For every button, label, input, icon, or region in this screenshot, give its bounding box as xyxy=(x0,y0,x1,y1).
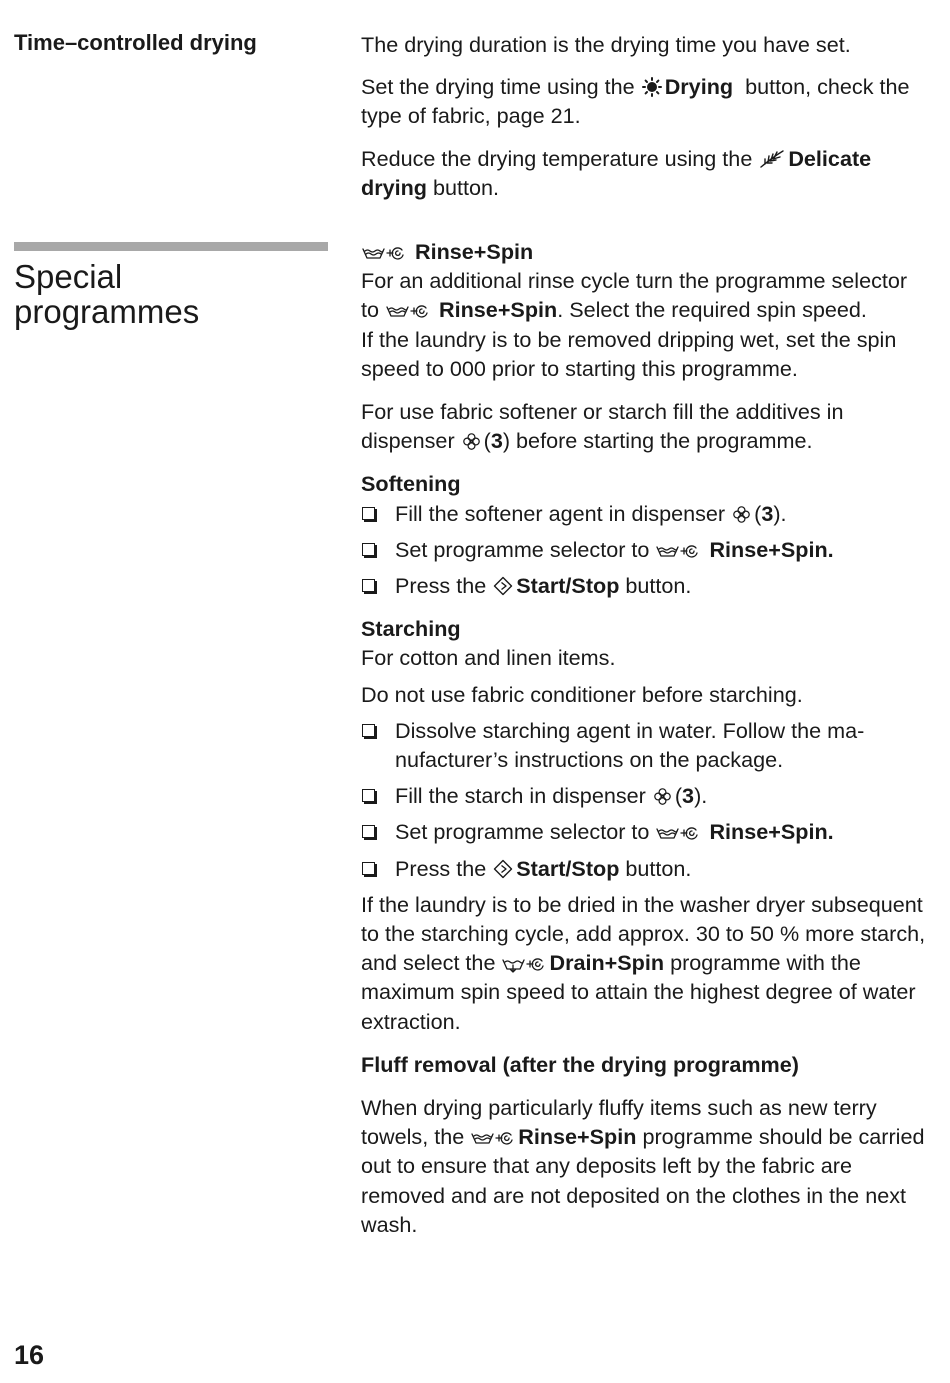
rinse-p1-text: For an additional rinse cycle turn the programme selector to xyxy=(361,268,908,323)
drain-spin-label: Drain+Spin xyxy=(549,950,665,976)
page-number: 16 xyxy=(14,1340,45,1370)
section-title-line2: programmes xyxy=(14,293,200,330)
drying-button-label: Drying xyxy=(664,74,734,100)
rinse-spin-icon xyxy=(362,242,406,262)
rinse-spin-label: Rinse+Spin. xyxy=(709,819,834,845)
flower-dispenser-icon xyxy=(732,505,751,524)
rinse-spin-icon xyxy=(656,540,700,560)
starching-p3-text: If the laundry is to be dried in the washer dryer subsequent to the starching cycle, add approx. 30 to 50 % more starch, and select the xyxy=(361,891,926,976)
start-stop-label: Start/Stop xyxy=(516,573,620,599)
starching-step-2-text: Fill the starch in dispenser xyxy=(395,783,646,809)
rinse-spin-icon xyxy=(386,300,430,320)
starching-paragraph-3 xyxy=(361,890,926,1036)
time-controlled-drying-text xyxy=(361,30,926,202)
dispenser-number: 3 xyxy=(490,428,503,454)
checkbox-icon xyxy=(362,724,375,737)
flower-dispenser-icon xyxy=(462,432,481,451)
start-stop-icon xyxy=(493,859,513,879)
starching-heading: Starching xyxy=(361,616,461,642)
rinse-paragraph-1 xyxy=(361,266,926,324)
intro-p2-tail: button, check the type of fabric, page 21. xyxy=(361,74,910,129)
paren-open: ( xyxy=(754,500,762,526)
checkbox-icon xyxy=(362,862,375,875)
fluff-paragraph xyxy=(361,1093,926,1239)
paren-close: ). xyxy=(773,500,787,526)
section-title xyxy=(14,259,324,329)
softening-step-1 xyxy=(361,499,926,528)
starching-step-3 xyxy=(361,817,926,846)
rinse-spin-label: Rinse+Spin xyxy=(439,297,558,323)
softening-step-2 xyxy=(361,535,926,564)
starching-step-4-text: Press the xyxy=(395,855,487,881)
intro-p3-tail: button. xyxy=(432,174,500,200)
rinse-spin-label: Rinse+Spin xyxy=(518,1124,637,1150)
start-stop-label: Start/Stop xyxy=(516,855,620,881)
rinse-spin-label: Rinse+Spin. xyxy=(709,536,834,562)
starching-paragraph-2: Do not use fabric conditioner before starching. xyxy=(361,681,803,707)
starching-paragraph-1: For cotton and linen items. xyxy=(361,645,616,671)
starching-step-1 xyxy=(361,716,926,774)
rinse-spin-icon xyxy=(471,1127,515,1147)
softening-heading: Softening xyxy=(361,471,461,497)
rinse-paragraph-3 xyxy=(361,397,926,455)
starching-step-2 xyxy=(361,781,926,810)
checkbox-icon xyxy=(362,789,375,802)
start-stop-icon xyxy=(493,576,513,596)
time-controlled-drying-heading: Time–controlled drying xyxy=(14,30,257,55)
checkbox-icon xyxy=(362,825,375,838)
rinse-spin-heading-label: Rinse+Spin xyxy=(415,239,534,264)
paren-open: ( xyxy=(674,783,683,809)
softening-step-3 xyxy=(361,571,926,600)
section-divider-bar xyxy=(14,242,328,251)
fluff-p1-tail: programme should be carried out to ensure that any deposits left by the fabric are removed and are not deposited on the clothes in the next wash. xyxy=(361,1124,925,1237)
paren-open: ( xyxy=(483,428,491,454)
intro-paragraph-1: The drying duration is the drying time you have set. xyxy=(361,32,851,57)
rinse-p3-text: For use fabric softener or starch fill the additives in dispenser xyxy=(361,399,844,454)
rinse-p3-tail: ) before starting the programme. xyxy=(502,428,813,454)
rinse-spin-heading xyxy=(361,237,926,266)
delicate-drying-button-label: Delicate drying xyxy=(361,145,872,200)
starching-p3-tail: programme with the maximum spin speed to attain the highest degree of water extraction. xyxy=(361,950,916,1034)
intro-p3-text: Reduce the drying temperature using the xyxy=(361,145,753,171)
checkbox-icon xyxy=(362,579,375,592)
rinse-paragraph-2: If the laundry is to be removed dripping wet, set the spin speed to 000 prior to starting this programme. xyxy=(361,326,897,381)
sun-icon xyxy=(642,77,662,97)
starching-step-1-text: Dissolve starching agent in water. Follow the manufacturer’s instructions on the package. xyxy=(395,717,865,773)
intro-paragraph-2 xyxy=(361,72,926,130)
intro-paragraph-3 xyxy=(361,144,926,202)
rinse-spin-icon xyxy=(656,822,700,842)
dispenser-number: 3 xyxy=(761,500,774,526)
softening-step-1-text: Fill the softener agent in dispenser xyxy=(395,500,726,526)
delicate-drying-icon xyxy=(759,149,785,169)
paren-close: ). xyxy=(694,783,708,809)
dispenser-number: 3 xyxy=(682,783,695,809)
softening-step-2-text: Set programme selector to xyxy=(395,536,650,562)
rinse-p1-tail: . Select the required spin speed. xyxy=(557,297,867,323)
starching-step-4 xyxy=(361,854,926,883)
section-title-line1: Special xyxy=(14,258,123,295)
checkbox-icon xyxy=(362,543,375,556)
softening-step-3-text: Press the xyxy=(395,573,487,599)
checkbox-icon xyxy=(362,507,375,520)
starching-step-3-text: Set programme selector to xyxy=(395,819,650,845)
fluff-removal-heading: Fluff removal (after the drying programme) xyxy=(361,1051,799,1077)
softening-step-3-tail: button. xyxy=(625,573,692,599)
intro-p2-text: Set the drying time using the xyxy=(361,74,635,100)
special-programmes-text xyxy=(361,237,926,1239)
starching-step-4-tail: button. xyxy=(625,855,692,881)
drain-spin-icon xyxy=(502,953,546,973)
flower-dispenser-icon xyxy=(653,787,672,806)
fluff-p1-text: When drying particularly fluffy items such as new terry towels, the xyxy=(361,1095,877,1150)
